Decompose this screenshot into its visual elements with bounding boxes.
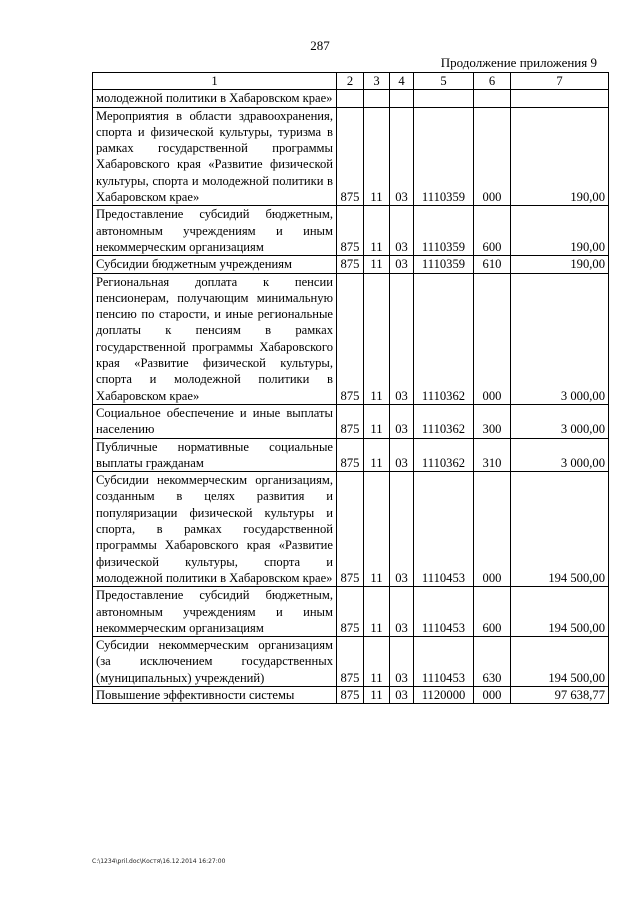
row-ministry-code: 875 [337, 107, 364, 206]
row-section-code: 11 [364, 404, 390, 438]
row-expense-type-code: 600 [474, 587, 511, 637]
row-ministry-code: 875 [337, 587, 364, 637]
row-amount: 194 500,00 [511, 637, 609, 687]
row-section-code: 11 [364, 107, 390, 206]
row-amount: 190,00 [511, 107, 609, 206]
row-description: Предоставление субсидий бюджетным, автономным учреждениям и иным некоммерческим организациям [93, 206, 337, 256]
row-subsection-code: 03 [390, 206, 414, 256]
budget-table [92, 72, 609, 704]
appendix-continuation-title: Продолжение приложения 9 [440, 55, 597, 70]
row-expense-type-code: 630 [474, 637, 511, 687]
column-header-2: 2 [337, 73, 364, 90]
table-row [93, 438, 609, 472]
row-description: Повышение эффективности системы [93, 686, 337, 703]
row-description: Региональная доплата к пенсии пенсионерам, получающим минимальную пенсию по старости, и иные региональные доплаты к пенсиям в рамках государственной программы Хабаровского края «Развитие физической культуры, спорта и молодежной политики в Хабаровском крае» [93, 273, 337, 404]
row-ministry-code: 875 [337, 404, 364, 438]
row-subsection-code: 03 [390, 686, 414, 703]
row-target-article-code: 1110453 [414, 637, 474, 687]
table-row [93, 90, 609, 107]
row-description: Субсидии некоммерческим организациям, созданным в целях развития и популяризации физической культуры и спорта, в рамках государственной программы Хабаровского края «Развитие физической культуры, спорта и молодежной политики в Хабаровском крае» [93, 472, 337, 587]
row-expense-type-code: 000 [474, 107, 511, 206]
row-amount: 190,00 [511, 256, 609, 273]
column-header-6: 6 [474, 73, 511, 90]
header-row [93, 73, 609, 90]
row-target-article-code: 1110359 [414, 206, 474, 256]
table-row [93, 472, 609, 587]
row-target-article-code: 1110362 [414, 404, 474, 438]
row-target-article-code: 1110453 [414, 587, 474, 637]
column-header-7: 7 [511, 73, 609, 90]
row-ministry-code: 875 [337, 637, 364, 687]
row-amount: 194 500,00 [511, 472, 609, 587]
row-expense-type-code: 300 [474, 404, 511, 438]
row-subsection-code [390, 90, 414, 107]
row-subsection-code: 03 [390, 637, 414, 687]
table-row [93, 206, 609, 256]
row-ministry-code [337, 90, 364, 107]
column-header-5: 5 [414, 73, 474, 90]
row-ministry-code: 875 [337, 256, 364, 273]
row-section-code: 11 [364, 273, 390, 404]
row-expense-type-code [474, 90, 511, 107]
row-target-article-code: 1110359 [414, 107, 474, 206]
row-ministry-code: 875 [337, 472, 364, 587]
row-section-code: 11 [364, 206, 390, 256]
table-row [93, 273, 609, 404]
row-description: Предоставление субсидий бюджетным, автономным учреждениям и иным некоммерческим организациям [93, 587, 337, 637]
row-expense-type-code: 000 [474, 686, 511, 703]
row-subsection-code: 03 [390, 438, 414, 472]
row-amount [511, 90, 609, 107]
table-row [93, 686, 609, 703]
row-section-code: 11 [364, 587, 390, 637]
row-subsection-code: 03 [390, 404, 414, 438]
row-target-article-code: 1110453 [414, 472, 474, 587]
row-description: Публичные нормативные социальные выплаты гражданам [93, 438, 337, 472]
row-expense-type-code: 000 [474, 472, 511, 587]
row-section-code: 11 [364, 438, 390, 472]
row-subsection-code: 03 [390, 472, 414, 587]
row-amount: 190,00 [511, 206, 609, 256]
table-row [93, 256, 609, 273]
row-description: Субсидии бюджетным учреждениям [93, 256, 337, 273]
row-amount: 3 000,00 [511, 273, 609, 404]
row-expense-type-code: 310 [474, 438, 511, 472]
table-row [93, 107, 609, 206]
row-target-article-code: 1110362 [414, 438, 474, 472]
row-description: Субсидии некоммерческим организациям (за исключением государственных (муниципальных) учреждений) [93, 637, 337, 687]
row-target-article-code [414, 90, 474, 107]
row-target-article-code: 1120000 [414, 686, 474, 703]
page-number: 287 [310, 38, 330, 53]
row-subsection-code: 03 [390, 107, 414, 206]
row-description: Социальное обеспечение и иные выплаты населению [93, 404, 337, 438]
row-target-article-code: 1110359 [414, 256, 474, 273]
row-expense-type-code: 600 [474, 206, 511, 256]
table-row [93, 404, 609, 438]
row-expense-type-code: 610 [474, 256, 511, 273]
row-section-code: 11 [364, 256, 390, 273]
row-section-code: 11 [364, 686, 390, 703]
document-path-footer: C:\1234\pril.doc\Костя\16.12.2014 16:27:00 [92, 858, 226, 865]
row-amount: 3 000,00 [511, 404, 609, 438]
row-section-code [364, 90, 390, 107]
row-amount: 194 500,00 [511, 587, 609, 637]
row-section-code: 11 [364, 637, 390, 687]
column-header-3: 3 [364, 73, 390, 90]
table-row [93, 637, 609, 687]
row-ministry-code: 875 [337, 206, 364, 256]
row-expense-type-code: 000 [474, 273, 511, 404]
row-amount: 3 000,00 [511, 438, 609, 472]
row-description: молодежной политики в Хабаровском крае» [93, 90, 337, 107]
row-ministry-code: 875 [337, 686, 364, 703]
row-amount: 97 638,77 [511, 686, 609, 703]
row-subsection-code: 03 [390, 587, 414, 637]
row-description: Мероприятия в области здравоохранения, спорта и физической культуры, туризма в рамках государственной программы Хабаровского края «Развитие физической культуры, спорта и молодежной политики в Хабаровском крае» [93, 107, 337, 206]
row-subsection-code: 03 [390, 273, 414, 404]
row-ministry-code: 875 [337, 273, 364, 404]
row-section-code: 11 [364, 472, 390, 587]
column-header-4: 4 [390, 73, 414, 90]
column-header-1: 1 [93, 73, 337, 90]
row-target-article-code: 1110362 [414, 273, 474, 404]
table-row [93, 587, 609, 637]
row-ministry-code: 875 [337, 438, 364, 472]
row-subsection-code: 03 [390, 256, 414, 273]
